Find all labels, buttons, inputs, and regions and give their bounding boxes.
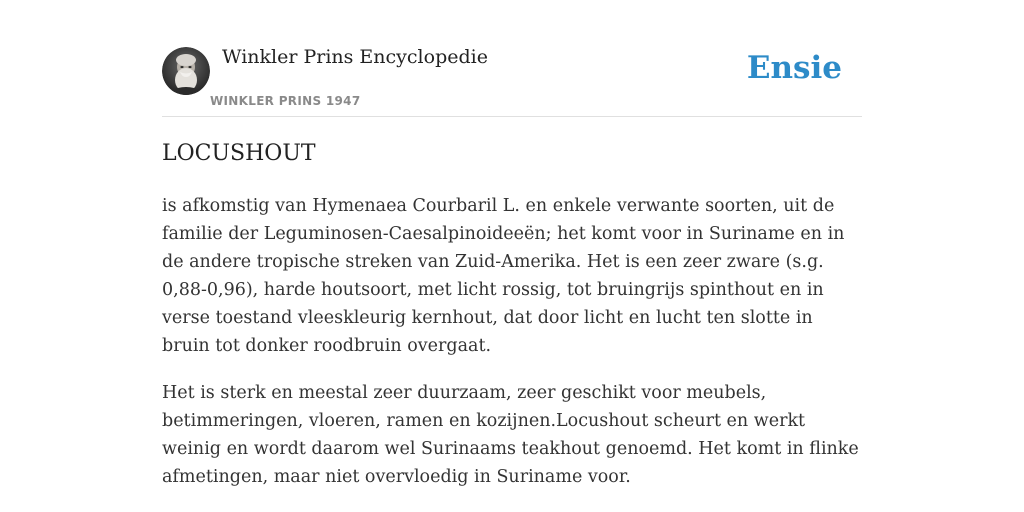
bearded-man-portrait-icon: [162, 47, 210, 95]
article-paragraph: is afkomstig van Hymenaea Courbaril L. en enkele verwante soorten, uit de familie der Leguminosen-Caesalpinoideeën; het komt voor in Suriname en in de andere tropische streken van Zuid-Amerika. Het is een zeer zware (s.g. 0,88-0,96), harde houtsoort, met licht rossig, tot bruingrijs spinthout en in verse toestand vleeskleurig kernhout, dat door licht en lucht ten slotte in bruin tot donker roodbruin overgaat.: [162, 196, 845, 356]
avatar[interactable]: [162, 47, 210, 95]
article-paragraph: Het is sterk en meestal zeer duurzaam, zeer geschikt voor meubels, betimmeringen, vloeren, ramen en kozijnen.Locushout scheurt en werkt weinig en wordt daarom wel Surinaams teakhout genoemd. Het komt in flinke afmetingen, maar niet overvloedig in Suriname voor.: [162, 383, 859, 487]
site-title[interactable]: Winkler Prins Encyclopedie: [222, 46, 488, 68]
article-title: LOCUSHOUT: [162, 141, 316, 166]
brand-logo[interactable]: Ensie: [746, 50, 842, 86]
edition-label[interactable]: WINKLER PRINS 1947: [210, 94, 361, 108]
article-body: [162, 192, 862, 510]
site-header: [162, 40, 862, 117]
